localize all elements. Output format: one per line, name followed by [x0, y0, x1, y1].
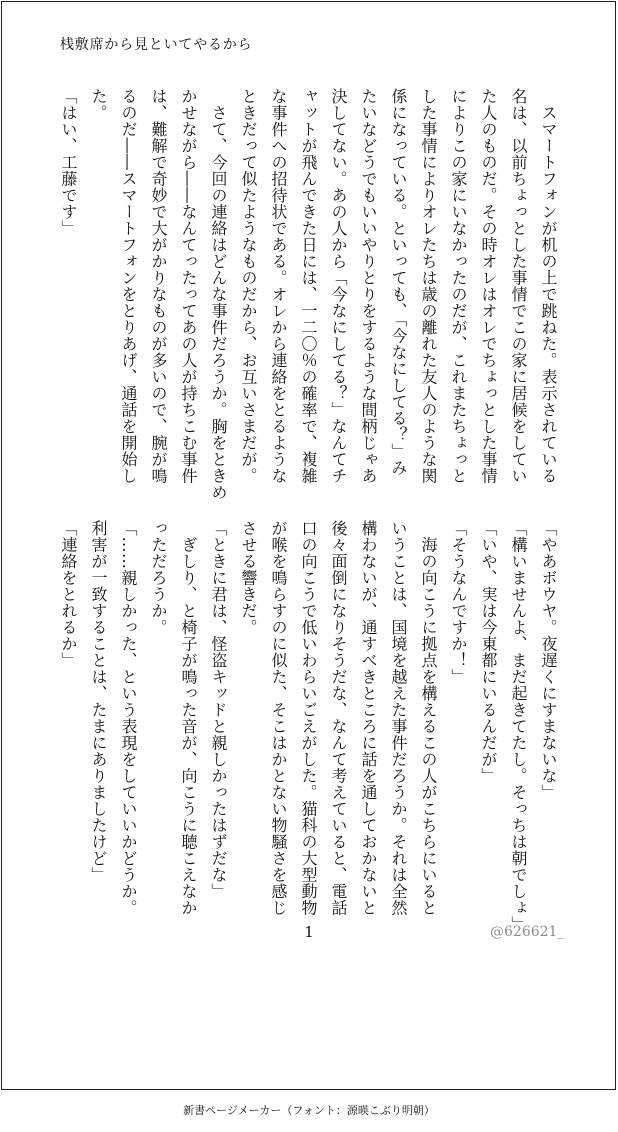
upper-text-line-2: 名は、以前ちょっとした事情でこの家に居候をしてい — [509, 88, 528, 484]
lower-text-line-1: 「やあボウヤ。夜遅くにすまないな」 — [539, 520, 558, 801]
lower-text-line-4: 「そうなんですか！」 — [449, 520, 468, 685]
generator-credit: 新書ページメーカー（フォント：源暎こぶり明朝） — [183, 1104, 435, 1117]
upper-text-line-13: かせながら――なんてったってあの人が持ちこむ事件 — [179, 88, 198, 484]
lower-text-line-15: 「……親しかった、という表現をしていいかどうか。 — [119, 520, 138, 916]
lower-text-block — [0, 520, 618, 940]
upper-text-block — [0, 88, 618, 508]
lower-text-line-13: ぎしり、と椅子が鳴った音が、向こうに聴こえなか — [179, 520, 198, 916]
author-handle: @626621_ — [490, 924, 565, 940]
running-head-title: 桟敷席から見といてやるから — [60, 37, 253, 53]
upper-text-line-9: ャットが飛んできた日には、一二〇％の確率で、複雑 — [299, 88, 318, 484]
lower-text-line-17: 「連絡をとれるか」 — [59, 520, 78, 669]
upper-text-line-10: な事件への招待状である。オレから連絡をとるような — [269, 88, 288, 484]
upper-text-line-8: 決してない。あの人から「今なにしてる？」なんてチ — [329, 88, 348, 484]
upper-text-line-3: た人のものだ。その時オレはオレでちょっとした事情 — [479, 88, 498, 484]
upper-text-line-1: スマートフォンが机の上で跳ねた。表示されている — [539, 88, 558, 484]
upper-text-line-17: 「はい、工藤です」 — [59, 88, 78, 237]
upper-text-line-16: た。 — [89, 88, 108, 121]
upper-text-line-6: 係になっている。といっても、「今なにしてる？」み — [389, 88, 408, 476]
lower-text-line-12: 「ときに君は、怪盗キッドと親しかったはずだな」 — [209, 520, 228, 900]
upper-text-line-11: ときだって似たようなものだから、お互いさまだが。 — [239, 88, 258, 484]
page-number: 1 — [304, 923, 314, 941]
lower-text-line-11: させる響きだ。 — [239, 520, 258, 636]
upper-text-line-12: さて、今回の連絡はどんな事件だろうか。胸をときめ — [209, 88, 228, 501]
upper-text-line-7: たいなどうでもいいやりとりをするような間柄じゃあ — [359, 88, 378, 484]
lower-text-line-10: が喉を鳴らすのに似た、そこはかとない物騒さを感じ — [269, 520, 288, 916]
lower-text-line-9: 口の向こうで低いわらいごえがした。猫科の大型動物 — [299, 520, 318, 916]
upper-text-line-15: るのだ――スマートフォンをとりあげ、通話を開始し — [119, 88, 138, 484]
lower-text-line-7: 構わないが、通すべきところに話を通しておかないと — [359, 520, 378, 916]
upper-text-line-5: した事情によりオレたちは歳の離れた友人のような関 — [419, 88, 438, 484]
lower-text-line-6: いうことは、国境を越えた事件だろうか。それは全然 — [389, 520, 408, 916]
lower-text-line-2: 「構いませんよ、まだ起きてたし。そっちは朝でしょ」 — [509, 520, 528, 933]
upper-text-line-14: は、難解で奇妙で大がかりなものが多いので、腕が鳴 — [149, 88, 168, 484]
lower-text-line-5: 海の向こうに拠点を構えるこの人がこちらにいると — [419, 520, 438, 916]
upper-text-line-4: によりこの家にいなかったのだが、これまたちょっと — [449, 88, 468, 484]
lower-text-line-16: 利害が一致することは、たまにありましたけど」 — [89, 520, 108, 883]
lower-text-line-3: 「いや、実は今東都にいるんだが」 — [479, 520, 498, 784]
lower-text-line-8: 後々面倒になりそうだな、なんて考えていると、電話 — [329, 520, 348, 916]
lower-text-line-14: っただろうか。 — [149, 520, 168, 636]
